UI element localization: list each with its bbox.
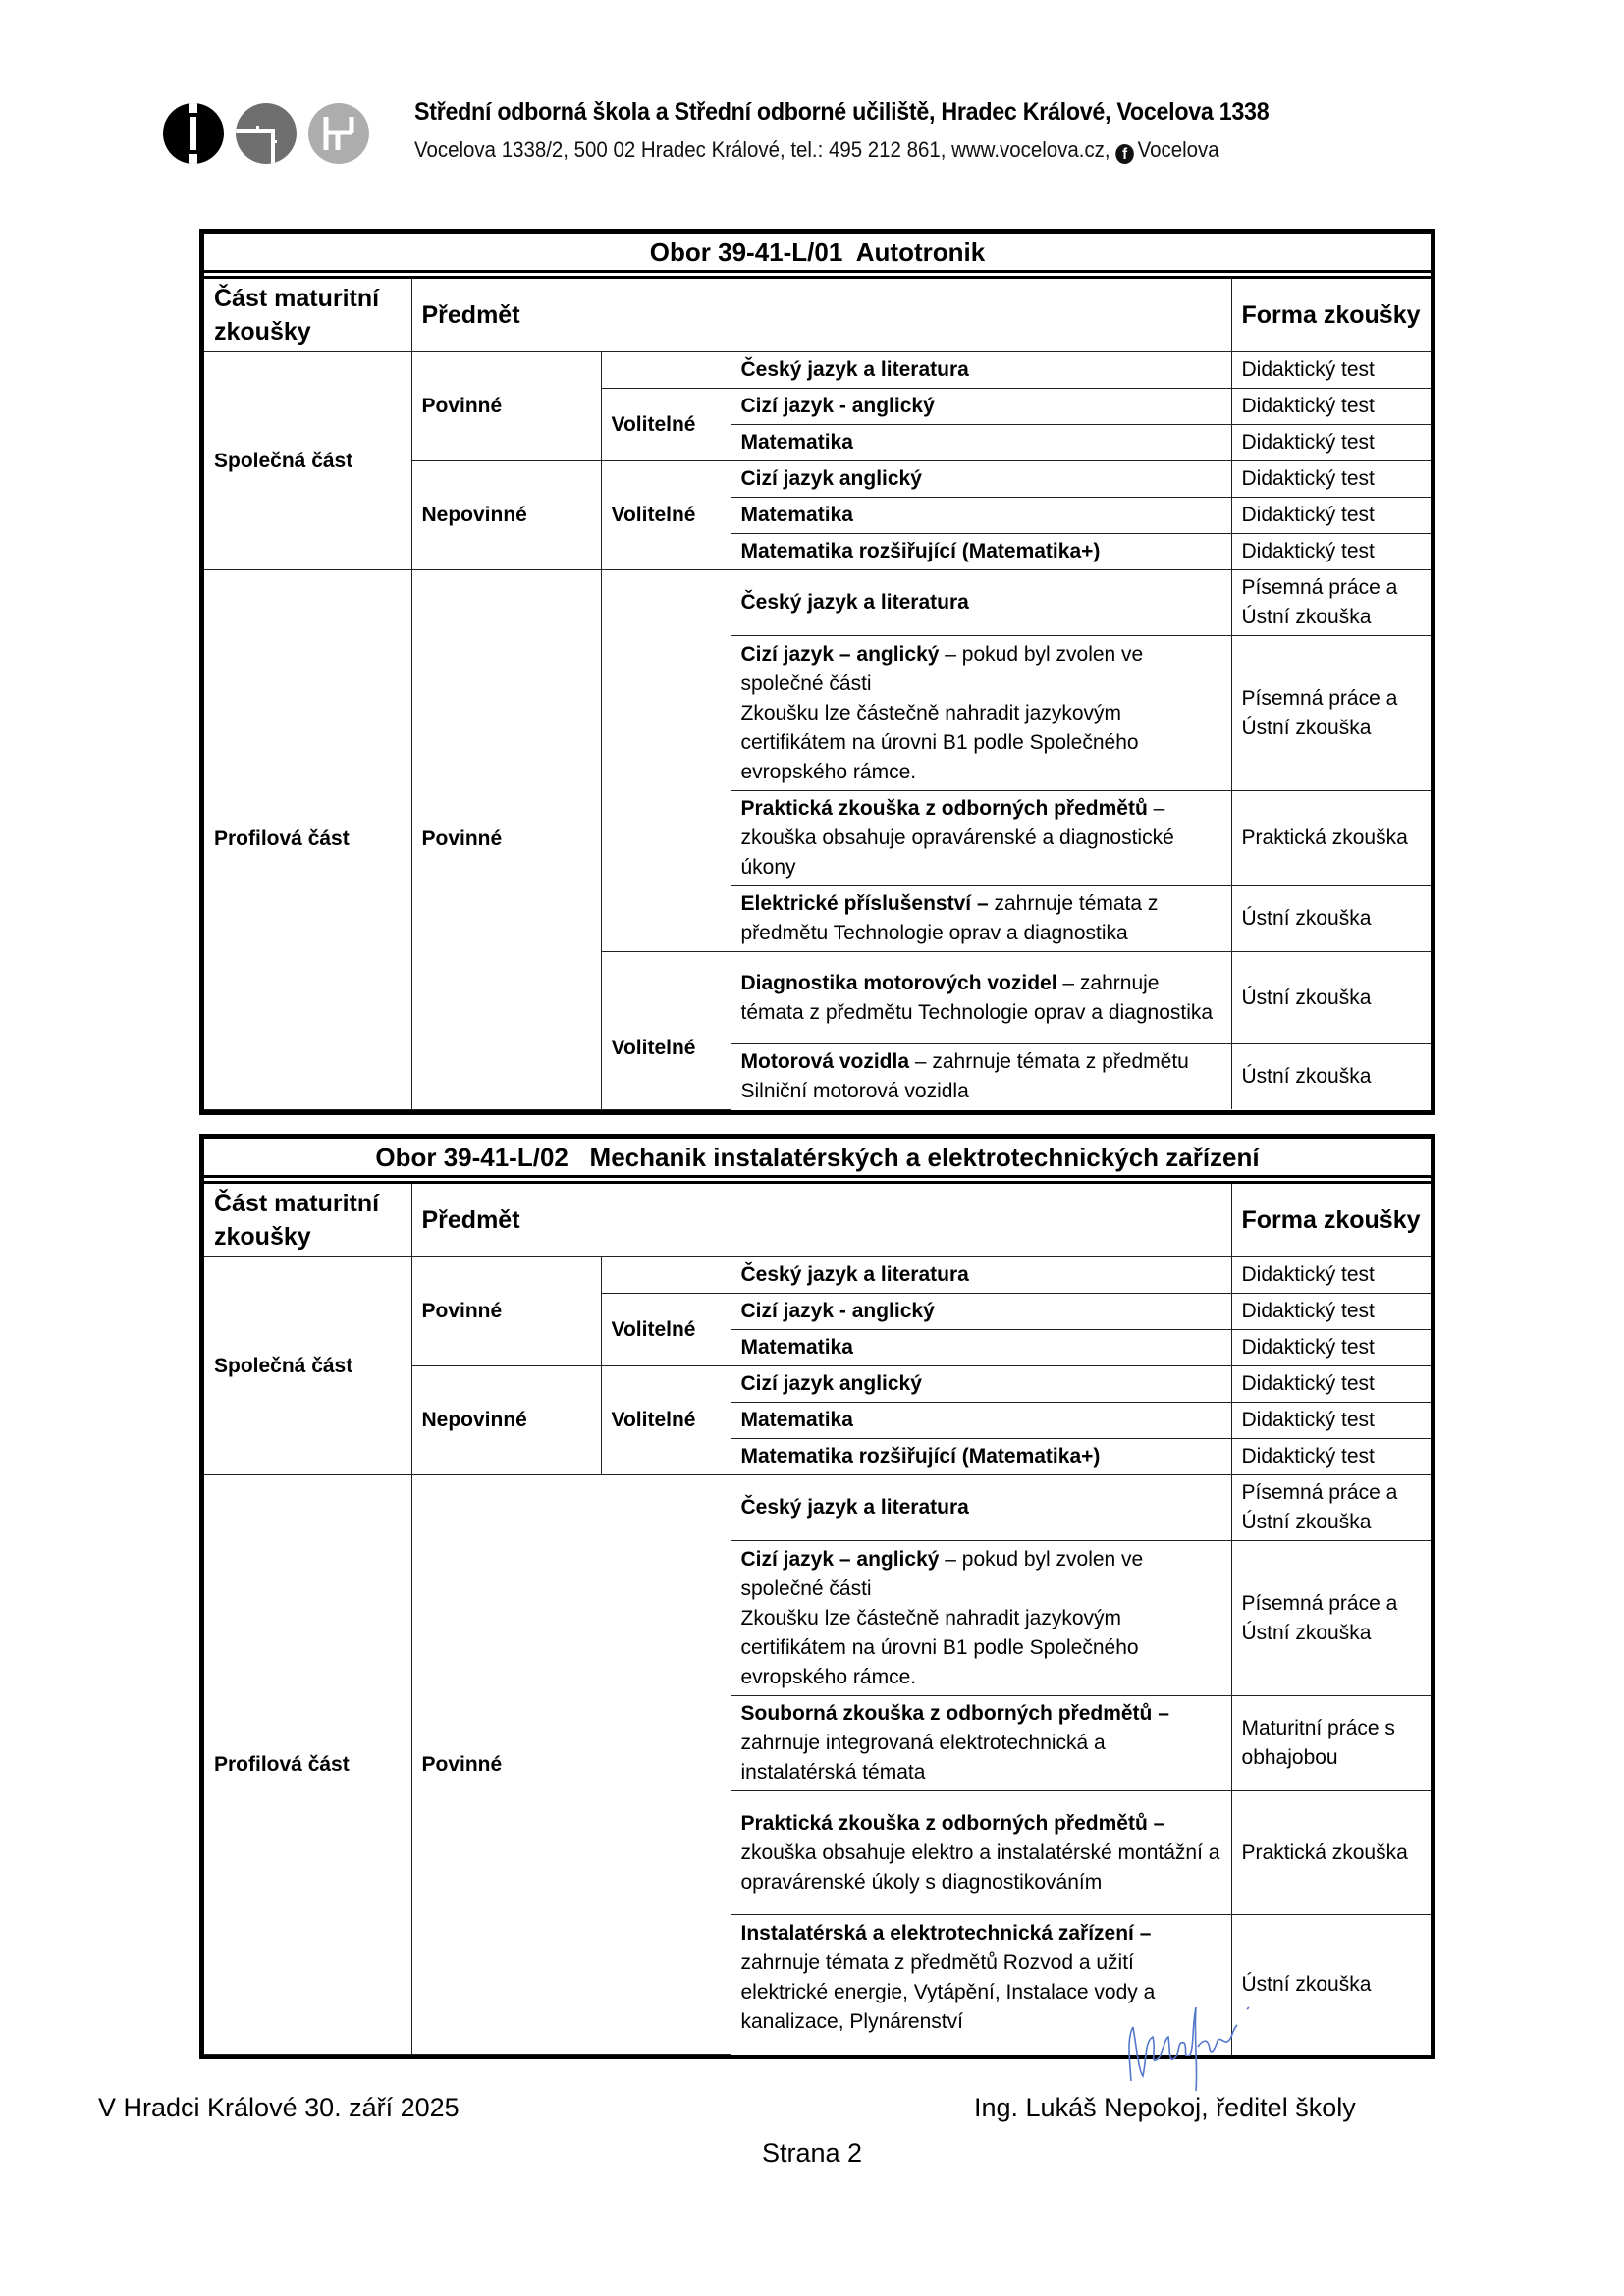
form-cell: Didaktický test xyxy=(1231,352,1431,389)
form-cell: Didaktický test xyxy=(1231,1403,1431,1439)
elective-label: Volitelné xyxy=(601,1366,731,1475)
subject-title: Cizí jazyk – anglický xyxy=(740,1547,940,1571)
subject-cell: Cizí jazyk - anglický xyxy=(731,1294,1231,1330)
elective-label: Volitelné xyxy=(601,461,731,570)
subject-desc: – zkouška obsahuje opravárenské a diagnostické úkony xyxy=(740,797,1174,879)
form-cell: Didaktický test xyxy=(1231,389,1431,425)
empty-cell xyxy=(601,1257,731,1294)
exam-grid xyxy=(204,1184,1431,2055)
subject-note: Zkoušku lze částečně nahradit jazykovým certifikátem na úrovni B1 podle Společného evropského rámce. xyxy=(740,1606,1139,1688)
optional-label: Nepovinné xyxy=(411,461,601,570)
subject-desc: – pokud byl zvolen ve společné části xyxy=(740,642,1144,695)
form-cell: Maturitní práce s obhajobou xyxy=(1231,1696,1431,1791)
subject-title: Praktická zkouška z odborných předmětů xyxy=(740,797,1148,820)
form-cell: Ústní zkouška xyxy=(1231,1915,1431,2055)
form-cell: Didaktický test xyxy=(1231,498,1431,534)
school-logo-1-icon xyxy=(163,103,224,164)
form-cell: Didaktický test xyxy=(1231,1439,1431,1475)
table-row xyxy=(204,352,1431,389)
exam-grid xyxy=(204,279,1431,1110)
form-cell: Ústní zkouška xyxy=(1231,952,1431,1044)
subject-title: Motorová vozidla xyxy=(740,1050,910,1073)
mandatory-label: Povinné xyxy=(411,570,601,1110)
header-row xyxy=(204,279,1431,352)
form-cell: Didaktický test xyxy=(1231,425,1431,461)
form-cell: Ústní zkouška xyxy=(1231,1044,1431,1110)
subject-title: Instalatérská a elektrotechnická zařízení – xyxy=(740,1922,1152,1945)
form-cell: Praktická zkouška xyxy=(1231,1791,1431,1915)
mandatory-label: Povinné xyxy=(411,1257,601,1366)
header-subject: Předmět xyxy=(411,1184,1231,1257)
subject-note: Zkoušku lze částečně nahradit jazykovým certifikátem na úrovni B1 podle Společného evropského rámce. xyxy=(740,701,1139,783)
section-common: Společná část xyxy=(204,1257,411,1475)
header-form: Forma zkoušky xyxy=(1231,1184,1431,1257)
header-row xyxy=(204,1184,1431,1257)
subject-cell: Cizí jazyk anglický xyxy=(731,461,1231,498)
subject-cell: Český jazyk a literatura xyxy=(731,352,1231,389)
table-title: Obor 39-41-L/02 Mechanik instalatérských a elektrotechnických zařízení xyxy=(204,1139,1431,1184)
subject-title: Elektrické příslušenství – xyxy=(740,892,989,915)
subject-cell xyxy=(731,570,1231,636)
exam-table-autotronik xyxy=(199,229,1435,1115)
subject-cell: Matematika xyxy=(731,498,1231,534)
table-row xyxy=(204,1475,1431,1541)
optional-label: Nepovinné xyxy=(411,1366,601,1475)
section-common: Společná část xyxy=(204,352,411,570)
elective-label: Volitelné xyxy=(601,952,731,1110)
subject-desc: zahrnuje témata z předmětu Technologie oprav a diagnostika xyxy=(740,892,1159,944)
subject-cell xyxy=(731,1696,1231,1791)
subject-cell xyxy=(731,886,1231,952)
section-profile: Profilová část xyxy=(204,1475,411,2055)
form-cell: Didaktický test xyxy=(1231,461,1431,498)
subject-cell xyxy=(731,1044,1231,1110)
mandatory-label: Povinné xyxy=(411,352,601,461)
header-part: Část maturitní zkoušky xyxy=(204,1184,411,1257)
form-cell: Didaktický test xyxy=(1231,534,1431,570)
subject-title: Souborná zkouška z odborných předmětů – xyxy=(740,1702,1169,1725)
form-cell: Didaktický test xyxy=(1231,1294,1431,1330)
header-form: Forma zkoušky xyxy=(1231,279,1431,352)
letterhead xyxy=(163,96,1400,171)
subject-title: Cizí jazyk – anglický xyxy=(740,642,940,666)
subject-cell xyxy=(731,1475,1231,1541)
subject-desc: zkouška obsahuje elektro a instalatérské montážní a opravárenské úkoly s diagnostikováním xyxy=(740,1841,1220,1894)
subject-title: Český jazyk a literatura xyxy=(740,591,969,614)
form-cell: Didaktický test xyxy=(1231,1330,1431,1366)
signature-stroke xyxy=(1129,2007,1249,2091)
subject-cell: Matematika rozšiřující (Matematika+) xyxy=(731,534,1231,570)
table-title: Obor 39-41-L/01 Autotronik xyxy=(204,234,1431,279)
subject-cell: Cizí jazyk - anglický xyxy=(731,389,1231,425)
subject-desc: – zahrnuje témata z předmětu Silniční motorová vozidla xyxy=(740,1050,1189,1102)
subject-title: Praktická zkouška z odborných předmětů – xyxy=(740,1811,1165,1835)
subject-cell: Matematika xyxy=(731,1403,1231,1439)
subject-desc: – zahrnuje témata z předmětu Technologie oprav a diagnostika xyxy=(740,971,1214,1024)
subject-cell: Cizí jazyk anglický xyxy=(731,1366,1231,1403)
subject-desc: zahrnuje témata z předmětů Rozvod a užití elektrické energie, Vytápění, Instalace vody a kanalizace, Plynárenství xyxy=(740,1951,1156,2033)
form-cell: Písemná práce a Ústní zkouška xyxy=(1231,570,1431,636)
subject-cell xyxy=(731,1541,1231,1696)
subject-desc: – pokud byl zvolen ve společné části xyxy=(740,1547,1144,1600)
table-row xyxy=(204,1257,1431,1294)
form-cell: Písemná práce a Ústní zkouška xyxy=(1231,636,1431,791)
school-logo-2-icon xyxy=(236,103,297,164)
facebook-icon: f xyxy=(1115,144,1134,164)
elective-label: Volitelné xyxy=(601,1294,731,1366)
subject-title: Český jazyk a literatura xyxy=(740,1496,969,1519)
place-date: V Hradci Králové 30. září 2025 xyxy=(98,2093,460,2122)
form-cell: Praktická zkouška xyxy=(1231,791,1431,886)
header-subject: Předmět xyxy=(411,279,1231,352)
address-text: Vocelova 1338/2, 500 02 Hradec Králové, tel.: 495 212 861, www.vocelova.cz, xyxy=(414,137,1110,162)
page-number: Strana 2 xyxy=(761,2138,863,2167)
elective-label: Volitelné xyxy=(601,389,731,461)
form-cell: Ústní zkouška xyxy=(1231,886,1431,952)
subject-cell xyxy=(731,791,1231,886)
subject-cell: Český jazyk a literatura xyxy=(731,1257,1231,1294)
form-cell: Didaktický test xyxy=(1231,1366,1431,1403)
exam-table-mechanik xyxy=(199,1134,1435,2059)
form-cell: Písemná práce a Ústní zkouška xyxy=(1231,1475,1431,1541)
subject-cell: Matematika xyxy=(731,1330,1231,1366)
subject-cell: Matematika rozšiřující (Matematika+) xyxy=(731,1439,1231,1475)
form-cell: Písemná práce a Ústní zkouška xyxy=(1231,1541,1431,1696)
section-profile: Profilová část xyxy=(204,570,411,1110)
subject-cell xyxy=(731,1791,1231,1915)
school-logo-3-icon xyxy=(308,103,369,164)
empty-cell xyxy=(601,570,731,952)
mandatory-label: Povinné xyxy=(411,1475,731,2055)
table-row xyxy=(204,570,1431,636)
subject-cell xyxy=(731,952,1231,1044)
signatory: Ing. Lukáš Nepokoj, ředitel školy xyxy=(974,2093,1356,2122)
subject-title: Diagnostika motorových vozidel xyxy=(740,971,1057,994)
facebook-label[interactable]: Vocelova xyxy=(1137,137,1219,162)
subject-desc: zahrnuje integrovaná elektrotechnická a instalatérská témata xyxy=(740,1732,1106,1784)
school-address xyxy=(414,137,1219,164)
subject-cell: Matematika xyxy=(731,425,1231,461)
empty-cell xyxy=(601,352,731,389)
school-logos xyxy=(163,96,369,171)
subject-cell xyxy=(731,636,1231,791)
school-name: Střední odborná škola a Střední odborné učiliště, Hradec Králové, Vocelova 1338 xyxy=(414,98,1270,126)
form-cell: Didaktický test xyxy=(1231,1257,1431,1294)
signature-icon xyxy=(1119,1998,1276,2096)
header-part: Část maturitní zkoušky xyxy=(204,279,411,352)
